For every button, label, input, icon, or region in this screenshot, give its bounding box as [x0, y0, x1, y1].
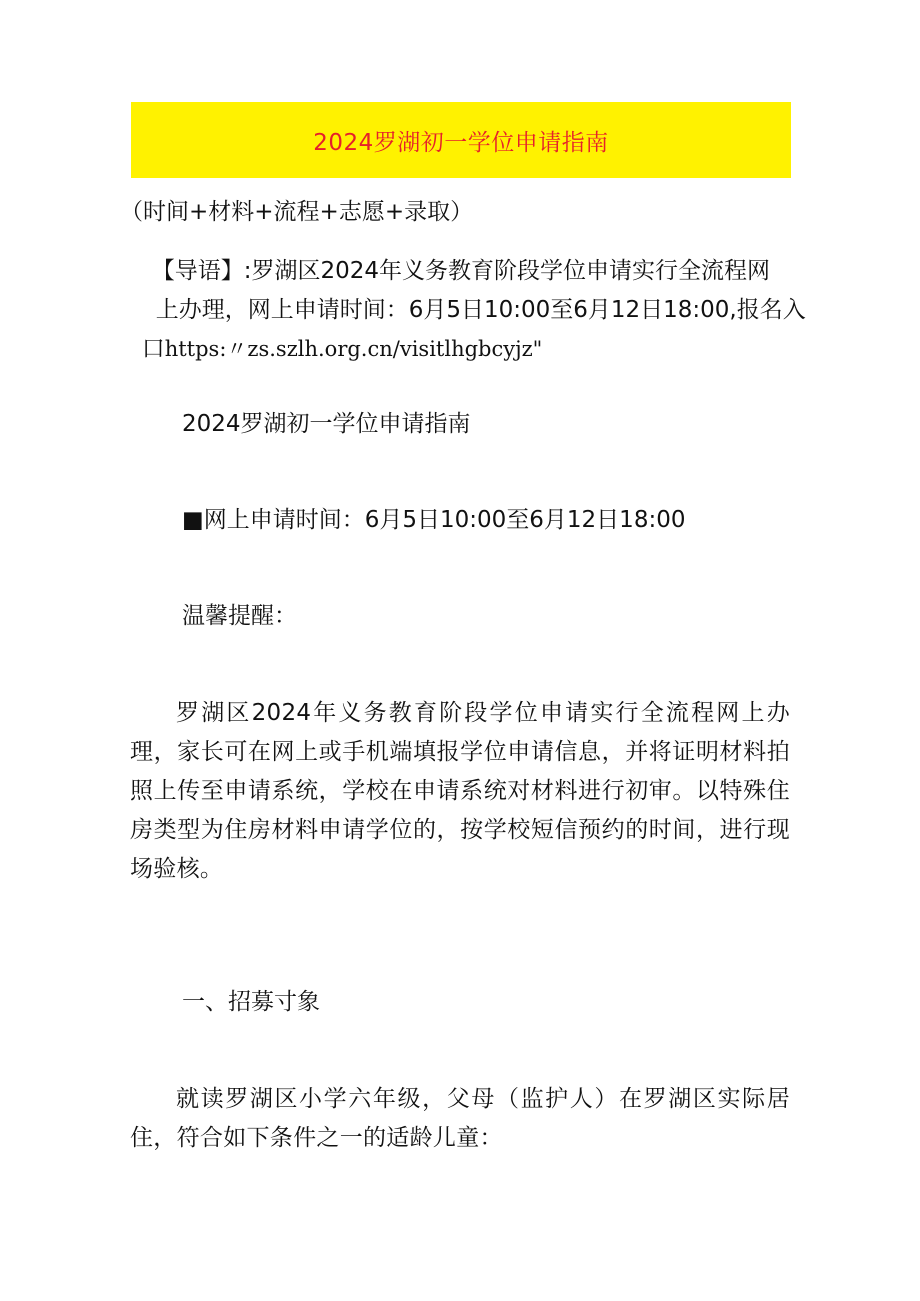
lead-entry-prefix: 口 — [141, 336, 165, 362]
lead-paragraph — [141, 252, 806, 369]
section1-heading: 一、招募寸象 — [182, 989, 320, 1015]
document-title: 2024罗湖初一学位申请指南 — [313, 129, 609, 156]
lead-line-1 — [151, 252, 790, 291]
lead-line-2: 上办理，网上申请时间：6月5日10:00至6月12日18:00,报名入 — [155, 297, 806, 323]
title-banner — [131, 102, 791, 178]
lead-label: 【导语】 — [151, 258, 244, 284]
document-subtitle: （时间+材料+流程+志愿+录取） — [120, 199, 474, 225]
lead-line-3 — [141, 330, 790, 369]
section1-body: 就读罗湖区小学六年级，父母（监护人）在罗湖区实际居住，符合如下条件之一的适龄儿童： — [130, 1086, 790, 1151]
apply-time: ■网上申请时间：6月5日10:00至6月12日18:00 — [182, 507, 686, 533]
registration-url: https:〃zs.szlh.org.cn/visitlhgbcyjz" — [164, 337, 543, 361]
reminder-body: 罗湖区2024年义务教育阶段学位申请实行全流程网上办理，家长可在网上或手机端填报学位申请信息，并将证明材料拍照上传至申请系统，学校在申请系统对材料进行初审。以特殊住房类型为住房材料申请学位的，按学校短信预约的时间，进行现场验核。 — [130, 700, 790, 882]
reminder-label: 温馨提醒： — [182, 603, 297, 629]
lead-text-1: :罗湖区2024年义务教育阶段学位申请实行全流程网 — [243, 258, 770, 284]
repeat-heading: 2024罗湖初一学位申请指南 — [182, 411, 471, 437]
